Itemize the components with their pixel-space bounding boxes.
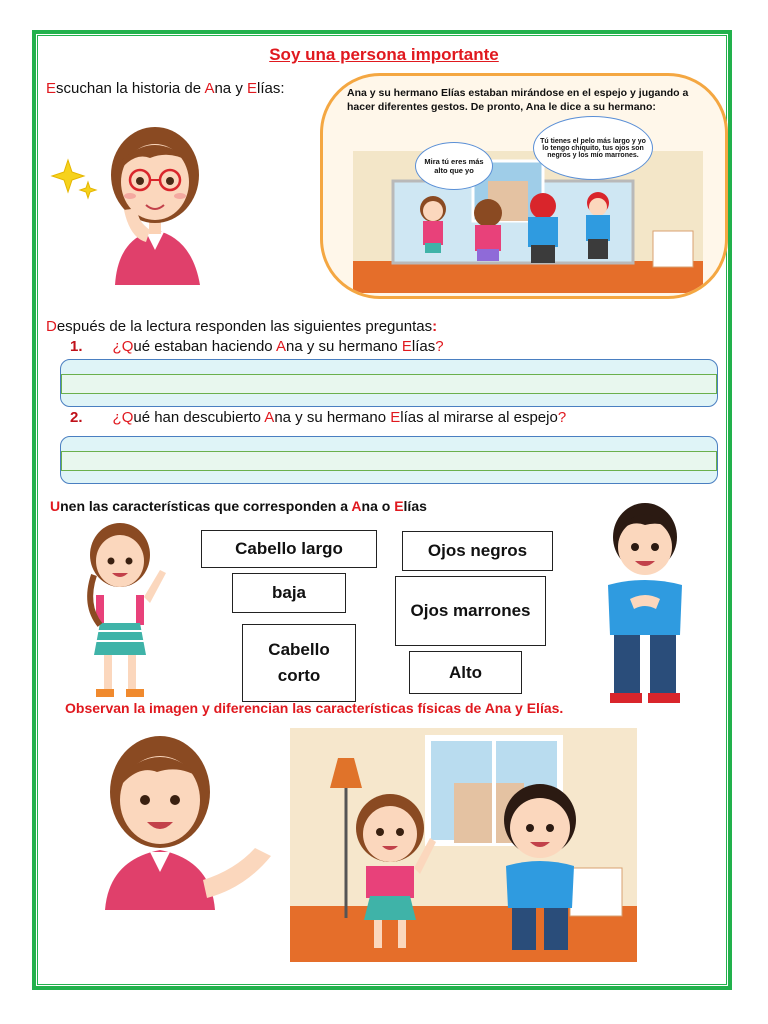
word-card-ojos-marrones[interactable]: Ojos marrones [395, 576, 546, 646]
q-close: ? [557, 409, 567, 426]
q-initial: Q [121, 338, 134, 355]
q-open: ¿ [112, 409, 122, 426]
intro-e: E [247, 80, 258, 97]
q-a: A [264, 409, 275, 426]
answer-line[interactable] [61, 374, 717, 394]
q-e: E [401, 338, 412, 355]
word-card-baja[interactable]: baja [232, 573, 346, 613]
room-scene-illustration [290, 728, 637, 962]
q-text: ué han descubierto [133, 409, 265, 426]
intro-line [46, 80, 285, 97]
boy-elias-illustration [590, 495, 700, 710]
q-text: na y su hermano [274, 409, 391, 426]
intro-text: lías: [257, 80, 285, 97]
question-number: 2. [70, 409, 83, 426]
question-2 [70, 409, 566, 426]
match-e: E [394, 498, 404, 514]
q-text: lías [411, 338, 436, 355]
q-e: E [390, 409, 401, 426]
story-box [320, 73, 728, 299]
q-close: ? [435, 338, 444, 355]
intro-a: A [204, 80, 215, 97]
after-initial: D [46, 318, 57, 335]
answer-box-2[interactable] [60, 436, 718, 484]
match-a: A [351, 498, 362, 514]
intro-text: scuchan la historia de [56, 80, 205, 97]
sparkle-icon [52, 160, 96, 198]
q-text: na y su hermano [286, 338, 402, 355]
intro-text: na y [214, 80, 247, 97]
match-text: lías [403, 498, 427, 514]
speech-bubble-left: Mira tú eres más alto que yo [415, 142, 493, 190]
page-title: Soy una persona importante [269, 45, 499, 64]
intro-initial: E [46, 80, 57, 97]
word-card-cabello-largo[interactable]: Cabello largo [201, 530, 377, 568]
mirror-scene-illustration [353, 151, 703, 293]
teacher-presenting-illustration [95, 720, 275, 910]
word-card-alto[interactable]: Alto [409, 651, 522, 694]
after-text: espués de la lectura responden las siguientes preguntas [56, 318, 433, 335]
after-colon: : [432, 318, 438, 335]
q-text: ué estaban haciendo [133, 338, 276, 355]
q-a: A [275, 338, 286, 355]
match-instruction [50, 498, 427, 514]
speech-bubble-right: Tú tienes el pelo más largo y yo lo tengo chiquito, tus ojos son negros y los mío marrones. [533, 116, 653, 180]
word-card-cabello-corto[interactable]: Cabello corto [242, 624, 356, 702]
girl-ana-illustration [70, 515, 180, 705]
story-text: Ana y su hermano Elías estaban mirándose en el espejo y jugando a hacer diferentes gestos. De pronto, Ana le dice a su hermano: [347, 87, 689, 113]
question-number: 1. [70, 338, 83, 355]
teacher-thinking-illustration [50, 110, 220, 285]
observe-instruction: Observan la imagen y diferencian las características físicas de Ana y Elías. [65, 700, 564, 716]
match-initial: U [50, 498, 61, 514]
word-card-ojos-negros[interactable]: Ojos negros [402, 531, 553, 571]
q-initial: Q [121, 409, 134, 426]
answer-box-1[interactable] [60, 359, 718, 407]
question-1 [70, 338, 444, 355]
after-reading-line [46, 318, 437, 335]
q-text: lías al mirarse al espejo [400, 409, 558, 426]
match-text: nen las características que corresponden a [60, 498, 352, 514]
q-open: ¿ [112, 338, 122, 355]
answer-line[interactable] [61, 451, 717, 471]
match-text: na o [361, 498, 395, 514]
